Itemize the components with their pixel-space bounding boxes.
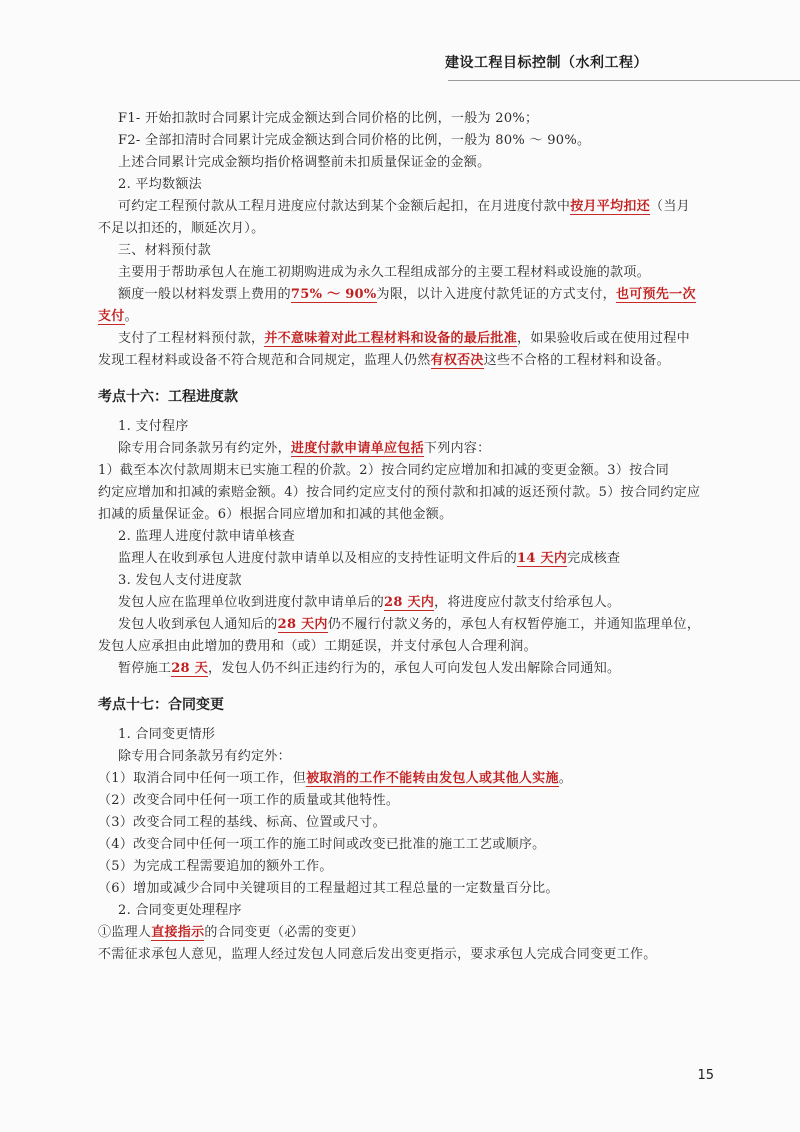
paragraph-line: 除专用合同条款另有约定外： [118, 749, 291, 764]
section-title: 考点十六：工程进度款 [98, 389, 238, 405]
subheading: 三、材料预付款 [118, 243, 212, 258]
paragraph-line: 扣减的质量保证金。6）根据合同应增加和扣减的其他金额。 [98, 507, 453, 522]
section-title: 考点十七：合同变更 [98, 697, 224, 713]
paragraph-line: 约定应增加和扣减的索赔金额。4）按合同约定应支付的预付款和扣减的返还预付款。5）按合同约定应 [98, 485, 701, 500]
subheading: 3. 发包人支付进度款 [118, 573, 242, 588]
paragraph-line: 发包人应在监理单位收到进度付款申请单后的28 天内，将进度应付款支付给承包人。 [118, 595, 621, 610]
text-line: 上述合同累计完成金额均指价格调整前未扣质量保证金的金额。 [118, 155, 491, 170]
paragraph-line: 支付了工程材料预付款，并不意味着对此工程材料和设备的最后批准，如果验收后或在使用过程中 [118, 331, 690, 346]
list-item: （2）改变合同中任何一项工作的质量或其他特性。 [98, 793, 400, 808]
paragraph-line: 发现工程材料或设备不符合规范和合同规定，监理人仍然有权否决这些不合格的工程材料和设备。 [98, 353, 670, 368]
header-rule [448, 80, 800, 81]
highlight: 有权否决 [430, 353, 484, 368]
highlight: 28 天 [171, 661, 209, 676]
paragraph-line: 支付。 [98, 309, 138, 324]
page-number: 15 [697, 1068, 714, 1083]
highlight: 28 天内 [384, 595, 435, 610]
subheading: 1. 支付程序 [118, 419, 189, 434]
paragraph-line: ①监理人直接指示的合同变更（必需的变更） [98, 925, 365, 940]
paragraph-line: 发包人收到承包人通知后的28 天内仍不履行付款义务的，承包人有权暂停施工，并通知监理单位， [118, 617, 701, 632]
subheading: 2. 平均数额法 [118, 177, 202, 192]
highlight: 75% ～ 90% [290, 287, 377, 302]
text-line: F2- 全部扣清时合同累计完成金额达到合同价格的比例，一般为 80% ～ 90%。 [118, 133, 591, 148]
paragraph-line: 可约定工程预付款从工程月进度应付款达到某个金额后起扣，在月进度付款中按月平均扣还（当月 [118, 199, 690, 214]
list-item: （6）增加或减少合同中关键项目的工程量超过其工程总量的一定数量百分比。 [98, 881, 559, 896]
page-content [98, 108, 718, 966]
highlight: 直接指示 [151, 925, 205, 940]
paragraph-line: 1）截至本次付款周期末已实施工程的价款。2）按合同约定应增加和扣减的变更金额。3）按合同 [98, 463, 670, 478]
subheading: 2. 合同变更处理程序 [118, 903, 242, 918]
highlight: 按月平均扣还 [570, 199, 651, 214]
paragraph-line: 不足以扣还的，顺延次月）。 [98, 221, 265, 236]
paragraph-line: 除专用合同条款另有约定外，进度付款申请单应包括下列内容： [118, 441, 491, 456]
paragraph-line: 暂停施工28 天，发包人仍不纠正违约行为的，承包人可向发包人发出解除合同通知。 [118, 661, 621, 676]
highlight: 并不意味着对此工程材料和设备的最后批准 [264, 331, 518, 346]
page-header-title: 建设工程目标控制（水利工程） [445, 55, 648, 71]
highlight: 28 天内 [277, 617, 328, 632]
text-line: F1- 开始扣款时合同累计完成金额达到合同价格的比例，一般为 20%； [118, 111, 539, 126]
paragraph-line: 不需征求承包人意见，监理人经过发包人同意后发出变更指示，要求承包人完成合同变更工作。 [98, 947, 657, 962]
list-item: （3）改变合同工程的基线、标高、位置或尺寸。 [98, 815, 386, 830]
list-item: （5）为完成工程需要追加的额外工作。 [98, 859, 333, 874]
paragraph-line: 主要用于帮助承包人在施工初期购进成为永久工程组成部分的主要工程材料或设施的款项。 [118, 265, 651, 280]
paragraph-line: 监理人在收到承包人进度付款申请单以及相应的支持性证明文件后的14 天内完成核查 [118, 551, 621, 566]
highlight: 支付 [98, 309, 125, 324]
paragraph-line: 发包人应承担由此增加的费用和（或）工期延误，并支付承包人合理利润。 [98, 639, 537, 654]
highlight: 进度付款申请单应包括 [290, 441, 424, 456]
subheading: 1. 合同变更情形 [118, 727, 216, 742]
highlight: 被取消的工作不能转由发包人或其他人实施 [306, 771, 559, 786]
list-item: （4）改变合同中任何一项工作的施工时间或改变已批准的施工工艺或顺序。 [98, 837, 546, 852]
highlight: 也可预先一次 [615, 287, 696, 302]
highlight: 14 天内 [517, 551, 568, 566]
subheading: 2. 监理人进度付款申请单核查 [118, 529, 296, 544]
list-item: （1）取消合同中任何一项工作，但被取消的工作不能转由发包人或其他人实施。 [98, 771, 573, 786]
paragraph-line: 额度一般以材料发票上费用的75% ～ 90%为限，以计入进度付款凭证的方式支付，也可预先一次 [118, 287, 696, 302]
